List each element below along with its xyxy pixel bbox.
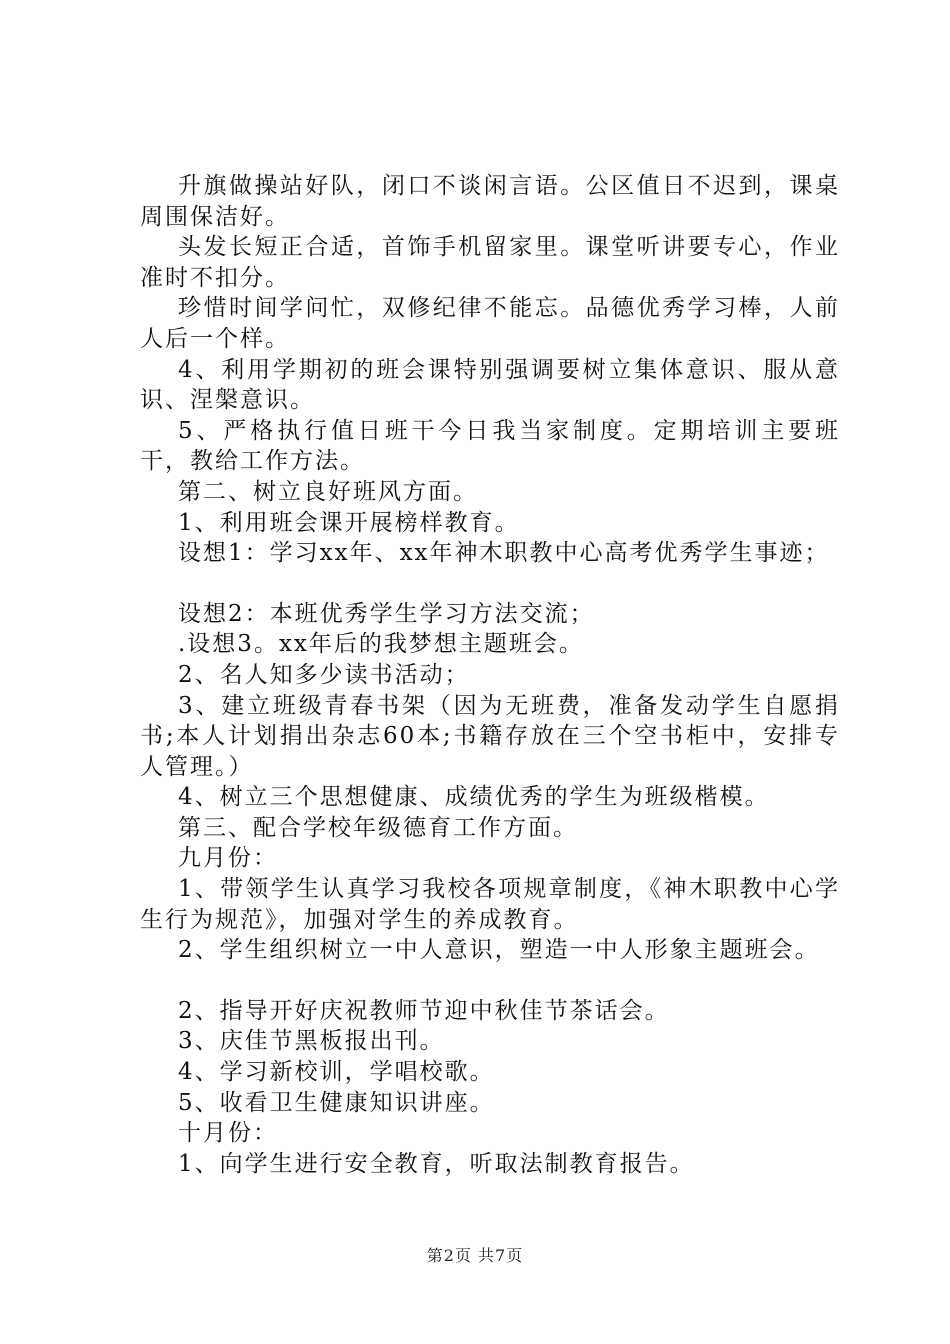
- paragraph: 头发长短正合适，首饰手机留家里。课堂听讲要专心，作业准时不扣分。: [140, 234, 840, 291]
- paragraph: 4、利用学期初的班会课特别强调要树立集体意识、服从意识、涅槃意识。: [140, 356, 840, 414]
- paragraph: .设想3。xx年后的我梦想主题班会。: [178, 631, 584, 658]
- paragraph: 3、庆佳节黑板报出刊。: [178, 1028, 445, 1055]
- paragraph: 1、向学生进行安全教育，听取法制教育报告。: [178, 1150, 695, 1177]
- paragraph: 2、名人知多少读书活动；: [178, 661, 470, 688]
- paragraph: 1、带领学生认真学习我校各项规章制度，《神木职教中心学生行为规范》，加强对学生的养成教育。: [140, 876, 840, 933]
- blank-line: [140, 569, 840, 599]
- section-heading: 第三、配合学校年级德育工作方面。: [178, 814, 578, 841]
- paragraph: 珍惜时间学问忙，双修纪律不能忘。品德优秀学习棒，人前人后一个样。: [140, 295, 840, 352]
- paragraph: 2、学生组织树立一中人意识，塑造一中人形象主题班会。: [178, 937, 820, 964]
- month-heading: 十月份：: [178, 1120, 278, 1147]
- paragraph: 4、学习新校训，学唱校歌。: [178, 1059, 495, 1086]
- paragraph: 3、建立班级青春书架（因为无班费，准备发动学生自愿捐书;本人计划捐出杂志60本;书籍存放在三个空书柜中，安排专人管理。）: [140, 692, 840, 780]
- paragraph: 升旗做操站好队，闭口不谈闲言语。公区值日不迟到，课桌周围保洁好。: [140, 173, 840, 230]
- paragraph: 1、利用班会课开展榜样教育。: [178, 509, 520, 536]
- page-number-footer: 第2页 共7页: [426, 1246, 524, 1265]
- document-body: [140, 171, 840, 1179]
- paragraph: 5、收看卫生健康知识讲座。: [178, 1089, 495, 1116]
- blank-line: [140, 966, 840, 996]
- section-heading: 第二、树立良好班风方面。: [178, 478, 478, 505]
- paragraph: 4、树立三个思想健康、成绩优秀的学生为班级楷模。: [178, 784, 770, 811]
- paragraph: 5、严格执行值日班干今日我当家制度。定期培训主要班干，教给工作方法。: [140, 417, 840, 475]
- paragraph: 设想2：本班优秀学生学习方法交流；: [178, 600, 595, 627]
- month-heading: 九月份：: [178, 845, 278, 872]
- paragraph: 设想1：学习xx年、xx年神木职教中心高考优秀学生事迹；: [178, 540, 830, 567]
- paragraph: 2、指导开好庆祝教师节迎中秋佳节茶话会。: [178, 997, 670, 1024]
